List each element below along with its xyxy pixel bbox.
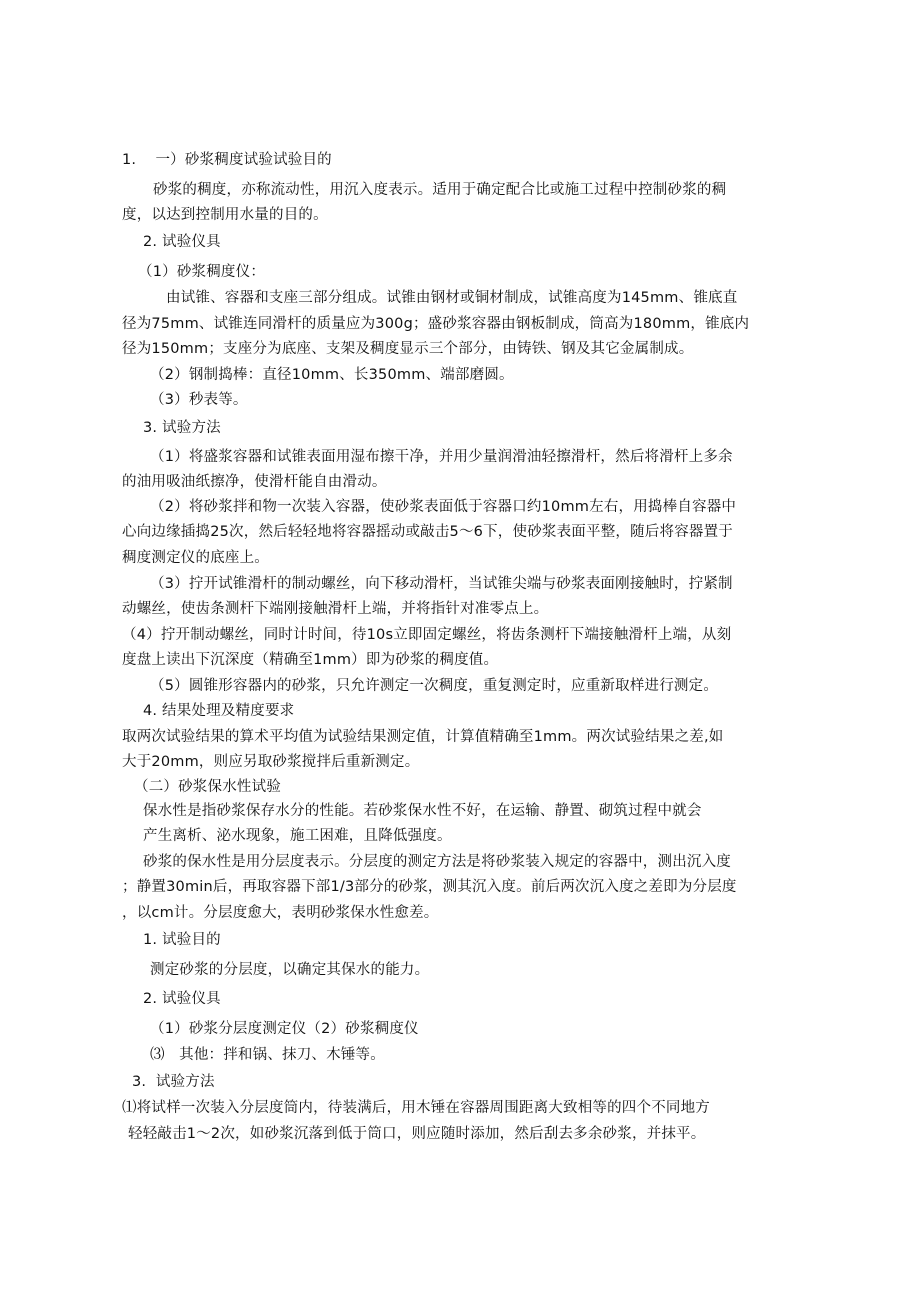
paragraph-line: 动螺丝，使齿条测杆下端刚接触滑杆上端，并将指针对准零点上。 [122, 601, 549, 617]
subsection-heading: 2. 试验仪具 [143, 991, 221, 1007]
paragraph-line: 砂浆的稠度，亦称流动性，用沉入度表示。适用于确定配合比或施工过程中控制砂浆的稠 [153, 182, 727, 198]
subsection-heading: 3. 试验方法 [143, 420, 221, 436]
paragraph-line: 测定砂浆的分层度，以确定其保水的能力。 [150, 962, 430, 978]
paragraph-line: 稠度测定仪的底座上。 [122, 550, 269, 566]
subsection-heading: 4. 结果处理及精度要求 [143, 703, 295, 719]
paragraph-line: ，以cm计。分层度愈大，表明砂浆保水性愈差。 [122, 905, 439, 921]
paragraph-line: 的油用吸油纸擦净，使滑杆能自由滑动。 [122, 474, 387, 490]
paragraph-line: 度，以达到控制用水量的目的。 [122, 207, 328, 223]
paragraph-line: 取两次试验结果的算术平均值为试验结果测定值，计算值精确至1mm。两次试验结果之差,如 [122, 729, 724, 745]
subsection-heading: 3. 试验方法 [132, 1074, 215, 1090]
section-heading: 1. 一）砂浆稠度试验试验目的 [122, 152, 332, 168]
subsection-heading: 2. 试验仪具 [143, 234, 221, 250]
list-item: （4）拧开制动螺丝，同时计时间，待10s立即固定螺丝，将齿条测杆下端接触滑杆上端，从刻 [122, 627, 732, 643]
paragraph-line: 产生离析、泌水现象，施工困难，且降低强度。 [143, 828, 452, 844]
list-item: （2）钢制捣棒：直径10mm、长350mm、端部磨圆。 [150, 367, 514, 383]
list-item: （1）将盛浆容器和试锥表面用湿布擦干净，并用少量润滑油轻擦滑杆，然后将滑杆上多余 [150, 449, 733, 465]
paragraph-line: 砂浆的保水性是用分层度表示。分层度的测定方法是将砂浆装入规定的容器中，测出沉入度 [143, 854, 731, 870]
paragraph-line: ；静置30min后，再取容器下部1/3部分的砂浆，测其沉入度。前后两次沉入度之差即为分层度 [122, 879, 737, 895]
subsection-heading: 1. 试验目的 [143, 932, 221, 948]
list-item: （3）拧开试锥滑杆的制动螺丝，向下移动滑杆，当试锥尖端与砂浆表面刚接触时，拧紧制 [150, 576, 733, 592]
paragraph-line: 心向边缘插捣25次，然后轻轻地将容器摇动或敲击5～6下，使砂浆表面平整，随后将容器置于 [122, 524, 733, 540]
paragraph-line: 保水性是指砂浆保存水分的性能。若砂浆保水性不好，在运输、静置、砌筑过程中就会 [143, 803, 702, 819]
paragraph-line: 径为150mm；支座分为底座、支架及稠度显示三个部分，由铸铁、钢及其它金属制成。 [122, 341, 694, 357]
list-item: （1）砂浆分层度测定仪（2）砂浆稠度仪 [150, 1021, 419, 1037]
list-item: ⑶ 其他：拌和锅、抹刀、木锤等。 [150, 1047, 385, 1063]
section-heading: （二）砂浆保水性试验 [134, 779, 281, 795]
list-item: （5）圆锥形容器内的砂浆，只允许测定一次稠度，重复测定时，应重新取样进行测定。 [150, 678, 719, 694]
list-item: （2）将砂浆拌和物一次装入容器，使砂浆表面低于容器口约10mm左右，用捣棒自容器中 [150, 499, 737, 515]
paragraph-line: 由试锥、容器和支座三部分组成。试锥由钢材或铜材制成，试锥高度为145mm、锥底直 [166, 290, 738, 306]
paragraph-line: 度盘上读出下沉深度（精确至1mm）即为砂浆的稠度值。 [122, 652, 499, 668]
paragraph-line: 轻轻敲击1～2次，如砂浆沉落到低于筒口，则应随时添加，然后刮去多余砂浆，并抹平。 [128, 1126, 706, 1142]
paragraph-line: 大于20mm，则应另取砂浆搅拌后重新测定。 [122, 754, 420, 770]
paragraph-line: 径为75mm、试锥连同滑杆的质量应为300g；盛砂浆容器由钢板制成，筒高为180mm，锥底内 [122, 316, 750, 332]
list-item: （1）砂浆稠度仪： [138, 264, 266, 280]
list-item: ⑴将试样一次装入分层度筒内，待装满后，用木锤在容器周围距离大致相等的四个不同地方 [122, 1100, 710, 1116]
list-item: （3）秒表等。 [150, 392, 248, 408]
